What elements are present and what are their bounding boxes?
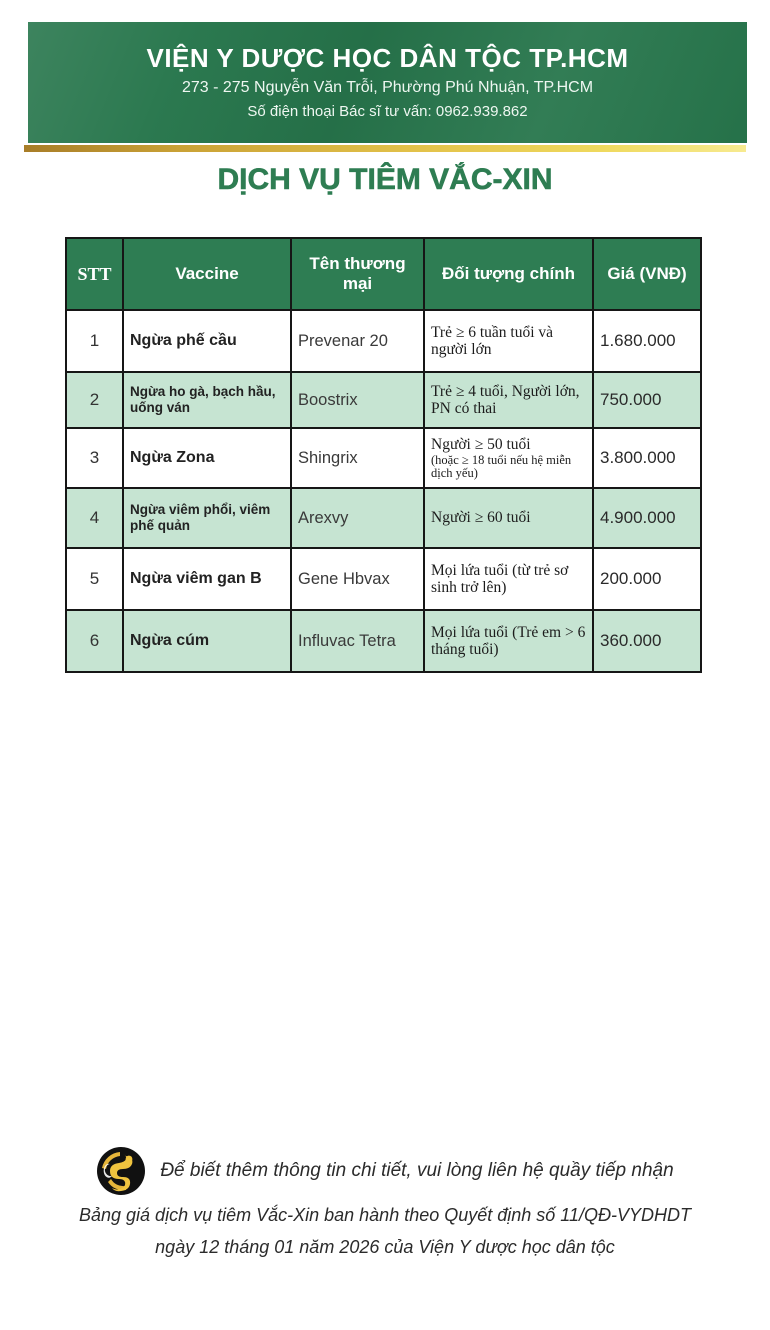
cell-price: 750.000 bbox=[593, 372, 701, 428]
col-header-trade-name: Tên thương mại bbox=[291, 238, 424, 310]
cell-stt: 6 bbox=[66, 610, 123, 672]
footer-decree-line1: Bảng giá dịch vụ tiêm Vắc-Xin ban hành theo Quyết định số 11/QĐ-VYDHDT bbox=[79, 1205, 691, 1225]
cell-trade-name: Prevenar 20 bbox=[291, 310, 424, 372]
cell-stt: 3 bbox=[66, 428, 123, 488]
cell-trade-name: Boostrix bbox=[291, 372, 424, 428]
org-phone: Số điện thoại Bác sĩ tư vấn: 0962.939.862 bbox=[247, 102, 528, 120]
cell-vaccine: Ngừa phế cầu bbox=[123, 310, 291, 372]
cell-price: 4.900.000 bbox=[593, 488, 701, 548]
institute-round-emblem-icon bbox=[96, 1146, 146, 1196]
cell-price: 360.000 bbox=[593, 610, 701, 672]
org-address: 273 - 275 Nguyễn Văn Trỗi, Phường Phú Nhuận, TP.HCM bbox=[181, 78, 594, 96]
cell-price: 200.000 bbox=[593, 548, 701, 610]
cell-vaccine: Ngừa viêm phổi, viêm phế quản bbox=[123, 488, 291, 548]
table-row bbox=[66, 372, 701, 428]
cell-vaccine: Ngừa ho gà, bạch hầu, uống ván bbox=[123, 372, 291, 428]
col-header-stt: STT bbox=[66, 238, 123, 310]
target-main: Trẻ ≥ 6 tuần tuổi và người lớn bbox=[431, 323, 554, 358]
target-main: Mọi lứa tuổi (từ trẻ sơ sinh trở lên) bbox=[431, 561, 569, 596]
table-header-row bbox=[66, 238, 701, 310]
cell-vaccine: Ngừa Zona bbox=[123, 428, 291, 488]
target-note: (hoặc ≥ 18 tuổi nếu hệ miễn dịch yếu) bbox=[431, 452, 572, 480]
table-row bbox=[66, 488, 701, 548]
cell-vaccine: Ngừa cúm bbox=[123, 610, 291, 672]
cell-price: 1.680.000 bbox=[593, 310, 701, 372]
cell-target bbox=[424, 488, 593, 548]
target-main: Mọi lứa tuổi (Trẻ em > 6 tháng tuổi) bbox=[431, 623, 586, 658]
gold-divider bbox=[24, 145, 746, 152]
cell-stt: 4 bbox=[66, 488, 123, 548]
cell-target bbox=[424, 372, 593, 428]
table-row bbox=[66, 310, 701, 372]
cell-target bbox=[424, 428, 593, 488]
cell-trade-name: Influvac Tetra bbox=[291, 610, 424, 672]
cell-target bbox=[424, 310, 593, 372]
page-title: DỊCH VỤ TIÊM VẮC-XIN bbox=[217, 163, 553, 196]
table-row bbox=[66, 610, 701, 672]
cell-price: 3.800.000 bbox=[593, 428, 701, 488]
target-main: Trẻ ≥ 4 tuổi, Người lớn, PN có thai bbox=[431, 382, 580, 417]
header-band bbox=[28, 22, 747, 143]
cell-stt: 5 bbox=[66, 548, 123, 610]
cell-vaccine: Ngừa viêm gan B bbox=[123, 548, 291, 610]
target-main: Người ≥ 60 tuổi bbox=[431, 509, 531, 527]
cell-stt: 2 bbox=[66, 372, 123, 428]
col-header-price: Giá (VNĐ) bbox=[593, 238, 701, 310]
org-name: VIỆN Y DƯỢC HỌC DÂN TỘC TP.HCM bbox=[146, 43, 629, 74]
footer-note: Để biết thêm thông tin chi tiết, vui lòng liên hệ quầy tiếp nhận bbox=[160, 1160, 674, 1181]
target-main: Người ≥ 50 tuổi bbox=[431, 436, 531, 454]
cell-trade-name: Arexvy bbox=[291, 488, 424, 548]
vaccine-price-table bbox=[65, 237, 702, 673]
cell-stt: 1 bbox=[66, 310, 123, 372]
table-row bbox=[66, 548, 701, 610]
col-header-target: Đối tượng chính bbox=[424, 238, 593, 310]
footer-decree-line2: ngày 12 tháng 01 năm 2026 của Viện Y dược học dân tộc bbox=[155, 1237, 615, 1257]
cell-target bbox=[424, 548, 593, 610]
col-header-vaccine: Vaccine bbox=[123, 238, 291, 310]
cell-target bbox=[424, 610, 593, 672]
cell-trade-name: Gene Hbvax bbox=[291, 548, 424, 610]
cell-trade-name: Shingrix bbox=[291, 428, 424, 488]
table-row bbox=[66, 428, 701, 488]
footer-note-row bbox=[0, 1146, 770, 1196]
